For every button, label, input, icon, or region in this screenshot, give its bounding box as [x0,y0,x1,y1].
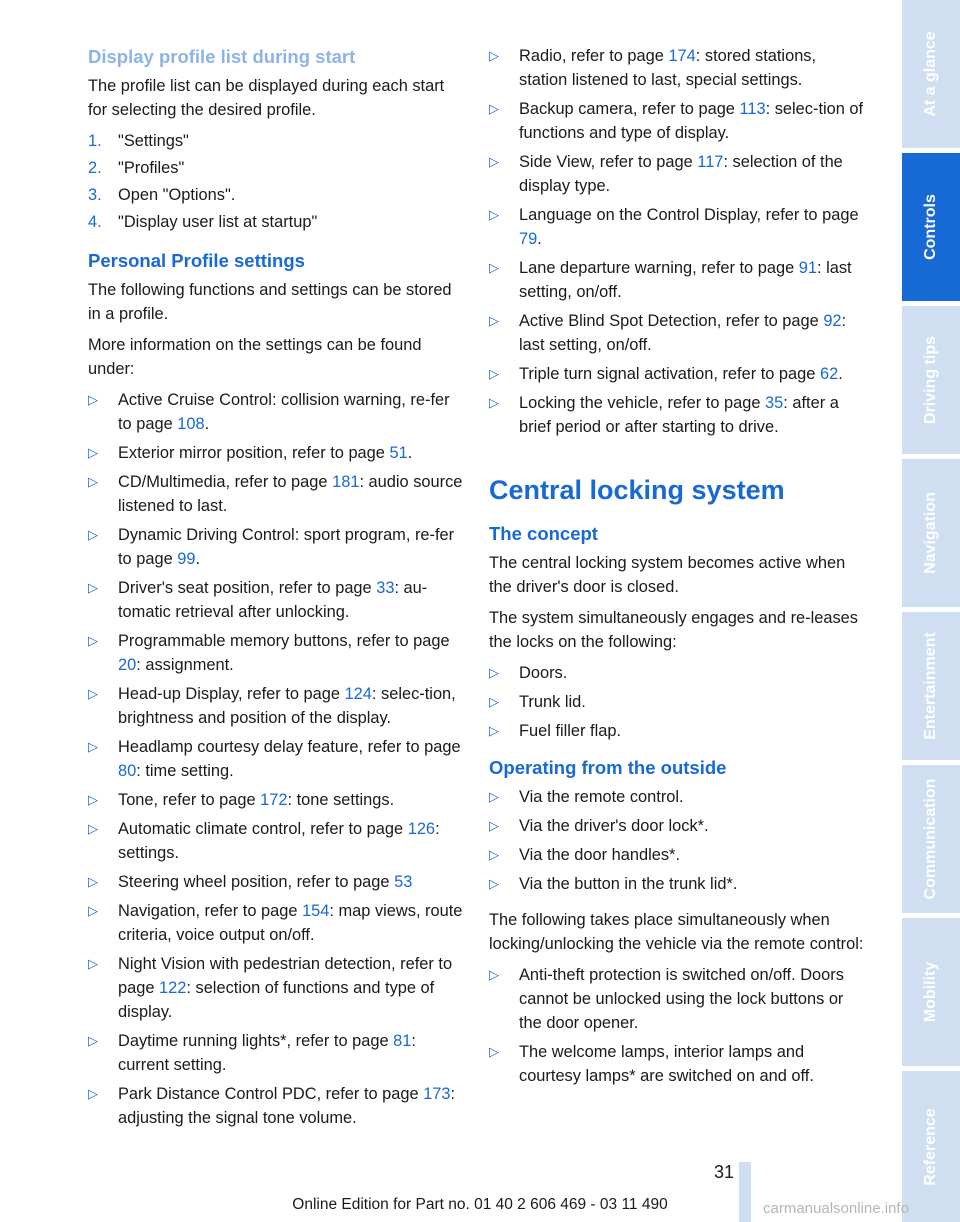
bullet-triangle-icon: ▷ [88,956,98,971]
bullet-triangle-icon: ▷ [88,527,98,542]
list-item [88,576,464,624]
section-intro: The profile list can be displayed during each start for selecting the desired profile. [88,77,445,119]
step-number: 1. [88,132,102,150]
bullet-triangle-icon: ▷ [489,665,499,680]
item-text: Radio, refer to page [519,47,669,65]
bullet-triangle-icon: ▷ [88,392,98,407]
page-reference-link[interactable]: 51 [389,444,408,462]
list-item [88,388,464,436]
item-text-after: . [407,444,413,462]
item-text: Headlamp courtesy delay feature, refer to page [118,738,461,756]
bullet-triangle-icon: ▷ [88,821,98,836]
section-heading-operating-outside: Operating from the outside [489,757,727,778]
bullet-triangle-icon: ▷ [88,1033,98,1048]
step-text: "Settings" [118,132,189,150]
item-text: CD/Multimedia, refer to page [118,473,333,491]
bullet-triangle-icon: ▷ [88,686,98,701]
bullet-triangle-icon: ▷ [489,207,499,222]
item-text: Via the driver's door lock*. [519,817,709,835]
item-text-after: . [195,550,201,568]
list-item [88,470,464,518]
left-column [88,44,464,1142]
page-reference-link[interactable]: 181 [332,473,360,491]
item-text: Trunk lid. [519,693,586,711]
item-text-after: . [838,365,843,383]
page-reference-link[interactable]: 172 [260,791,288,809]
bullet-triangle-icon: ▷ [489,847,499,862]
list-item [489,719,865,743]
page-reference-link[interactable]: 80 [118,762,137,780]
paragraph-remote-effects: The following takes place simultaneously when locking/unlocking the vehicle via the remote control: [489,911,864,953]
item-text: Park Distance Control PDC, refer to page [118,1085,424,1103]
page-reference-link[interactable]: 92 [823,312,842,330]
list-item [88,1082,464,1130]
page-reference-link[interactable]: 117 [697,153,724,171]
sidebar-tab-communication[interactable] [902,765,960,913]
step-number: 2. [88,159,102,177]
page-reference-link[interactable]: 33 [376,579,395,597]
list-item [489,690,865,714]
page-reference-link[interactable]: 35 [765,394,784,412]
item-text: Driver's seat position, refer to page [118,579,377,597]
item-text-after: : after a brief period or after starting to drive. [519,394,839,436]
sidebar-tab-entertainment[interactable] [902,612,960,760]
page-reference-link[interactable]: 154 [302,902,330,920]
step-number: 4. [88,213,102,231]
page-reference-link[interactable]: 81 [393,1032,412,1050]
steps-list [88,129,464,234]
item-text: Active Cruise Control: collision warning, re-fer to page [118,391,450,433]
page-reference-link[interactable]: 113 [739,100,766,118]
section-heading-personal-profile: Personal Profile settings [88,250,305,271]
bullet-triangle-icon: ▷ [489,313,499,328]
item-text: Language on the Control Display, refer to page [519,206,859,224]
list-item [88,1029,464,1077]
sidebar-tab-navigation[interactable] [902,459,960,607]
list-item [88,523,464,571]
sidebar-tab-label: At a glance [922,31,939,117]
step-text: "Profiles" [118,159,185,177]
item-text: Steering wheel position, refer to page [118,873,395,891]
sidebar-tab-label: Controls [922,194,939,260]
item-text: Anti-theft protection is switched on/off. Doors cannot be unlocked using the lock buttons or the door opener. [519,966,844,1032]
item-text-after: : selec-tion, brightness and position of the display. [118,685,456,727]
list-item [489,256,865,304]
step-item [88,129,464,153]
page-number: 31 [713,1162,734,1182]
item-text-after: : au-tomatic retrieval after unlocking. [118,579,428,621]
list-item [489,309,865,357]
list-item [489,785,865,809]
chapter-sidebar [902,0,960,1222]
footer-edition: Online Edition for Part no. 01 40 2 606 469 - 03 11 490 [292,1196,668,1213]
bullet-triangle-icon: ▷ [489,818,499,833]
item-text: Triple turn signal activation, refer to page [519,365,820,383]
bullet-triangle-icon: ▷ [88,792,98,807]
bullet-triangle-icon: ▷ [88,903,98,918]
step-item [88,183,464,207]
bullet-triangle-icon: ▷ [489,967,499,982]
effects-list [489,963,865,1088]
paragraph-concept-1: The central locking system becomes active when the driver's door is closed. [489,554,846,596]
list-item [489,661,865,685]
list-item [88,788,464,812]
item-text-after: : selection of the display type. [519,153,843,195]
sidebar-tab-label: Communication [922,778,939,900]
list-item [489,391,865,439]
item-text: Head-up Display, refer to page [118,685,345,703]
item-text-after: : adjusting the signal tone volume. [118,1085,456,1127]
list-item [489,150,865,198]
item-text-after: : last setting, on/off. [519,312,847,354]
item-text: Exterior mirror position, refer to page [118,444,390,462]
bullet-triangle-icon: ▷ [88,739,98,754]
section-heading-concept: The concept [489,523,598,544]
list-item [88,735,464,783]
paragraph-stored: The following functions and settings can be stored in a profile. [88,281,452,323]
bullet-triangle-icon: ▷ [489,723,499,738]
step-item [88,156,464,180]
item-text: Doors. [519,664,568,682]
bullet-triangle-icon: ▷ [88,474,98,489]
sidebar-tab-label: Entertainment [922,632,939,740]
bullet-triangle-icon: ▷ [88,1086,98,1101]
page-reference-link[interactable]: 122 [159,979,187,997]
list-item [88,952,464,1024]
list-item [88,817,464,865]
item-text: Automatic climate control, refer to page [118,820,408,838]
item-text: Via the door handles*. [519,846,680,864]
item-text-after: . [204,415,210,433]
section-heading-display-profile-list: Display profile list during start [88,46,356,67]
item-text-after: : last setting, on/off. [519,259,852,301]
item-text: Daytime running lights*, refer to page [118,1032,394,1050]
list-item [489,203,865,251]
profile-settings-list-continued [489,44,865,439]
item-text: Programmable memory buttons, refer to page [118,632,450,650]
list-item [489,97,865,145]
sidebar-tab-at-a-glance[interactable] [902,0,960,148]
item-text-after: . [537,230,542,248]
step-text: "Display user list at startup" [118,213,318,231]
page-reference-link[interactable]: 20 [118,656,137,674]
item-text-after: : tone settings. [287,791,395,809]
bullet-triangle-icon: ▷ [489,48,499,63]
item-text: Dynamic Driving Control: sport program, re-fer to page [118,526,455,568]
right-column [489,44,865,1100]
item-text-after: : selec-tion of functions and type of display. [519,100,864,142]
list-item [489,843,865,867]
bullet-triangle-icon: ▷ [489,789,499,804]
bullet-triangle-icon: ▷ [88,633,98,648]
step-item [88,210,464,234]
sidebar-tab-driving-tips[interactable] [902,306,960,454]
item-text-after: : assignment. [136,656,234,674]
list-item [88,870,464,894]
item-text: Active Blind Spot Detection, refer to page [519,312,824,330]
page-reference-link[interactable]: 79 [519,230,538,248]
sidebar-tab-label: Reference [922,1107,939,1186]
step-text: Open "Options". [118,186,236,204]
page-reference-link[interactable]: 62 [819,365,839,383]
bullet-triangle-icon: ▷ [489,366,499,381]
step-number: 3. [88,186,102,204]
page-reference-link[interactable]: 91 [798,259,817,277]
sidebar-tab-mobility[interactable] [902,918,960,1066]
item-text: Lane departure warning, refer to page [519,259,799,277]
item-text-after: : map views, route criteria, voice output on/off. [118,902,463,944]
sidebar-tab-label: Driving tips [922,335,939,425]
item-text-after: : time setting. [136,762,234,780]
bullet-triangle-icon: ▷ [489,876,499,891]
item-text: Via the button in the trunk lid*. [519,875,738,893]
bullet-triangle-icon: ▷ [489,1044,499,1059]
profile-settings-list [88,388,464,1130]
page-reference-link[interactable]: 53 [394,873,413,891]
page-reference-link[interactable]: 108 [177,415,205,433]
list-item [88,899,464,947]
item-text-after: : settings. [118,820,440,862]
item-text: Navigation, refer to page [118,902,303,920]
item-text: Tone, refer to page [118,791,261,809]
list-item [88,441,464,465]
item-text: Locking the vehicle, refer to page [519,394,766,412]
item-text: Fuel filler flap. [519,722,622,740]
item-text: Night Vision with pedestrian detection, refer to page [118,955,453,997]
page-reference-link[interactable]: 126 [407,820,436,838]
list-item [88,629,464,677]
bullet-triangle-icon: ▷ [489,395,499,410]
sidebar-tab-controls[interactable] [902,153,960,301]
bullet-triangle-icon: ▷ [489,694,499,709]
list-item [489,362,865,386]
list-item [489,1040,865,1088]
bullet-triangle-icon: ▷ [489,260,499,275]
page-reference-link[interactable]: 124 [344,685,372,703]
item-text-after: : current setting. [118,1032,416,1074]
page-reference-link[interactable]: 173 [423,1085,451,1103]
bullet-triangle-icon: ▷ [88,874,98,889]
list-item [489,963,865,1035]
list-item [88,682,464,730]
sidebar-tab-label: Mobility [922,961,939,1023]
bullet-triangle-icon: ▷ [489,154,499,169]
bullet-triangle-icon: ▷ [88,445,98,460]
list-item [489,872,865,896]
item-text-after: : selection of functions and type of display. [118,979,435,1021]
list-item [489,44,865,92]
item-text-after: : stored stations, station listened to last, special settings. [519,47,817,89]
item-text: Backup camera, refer to page [519,100,740,118]
page-reference-link[interactable]: 174 [668,47,696,65]
watermark: carmanualsonline.info [763,1200,909,1217]
item-text: Via the remote control. [519,788,684,806]
item-text-after: : audio source listened to last. [118,473,463,515]
outside-operation-list [489,785,865,896]
page-reference-link[interactable]: 99 [177,550,196,568]
main-heading-central-locking: Central locking system [489,475,785,505]
list-item [489,814,865,838]
paragraph-concept-2: The system simultaneously engages and re-leases the locks on the following: [489,609,858,651]
bullet-triangle-icon: ▷ [489,101,499,116]
item-text: The welcome lamps, interior lamps and courtesy lamps* are switched on and off. [519,1043,814,1085]
item-text: Side View, refer to page [519,153,698,171]
bullet-triangle-icon: ▷ [88,580,98,595]
locks-list [489,661,865,743]
sidebar-tab-label: Navigation [922,492,939,574]
paragraph-more-info: More information on the settings can be found under: [88,336,422,378]
